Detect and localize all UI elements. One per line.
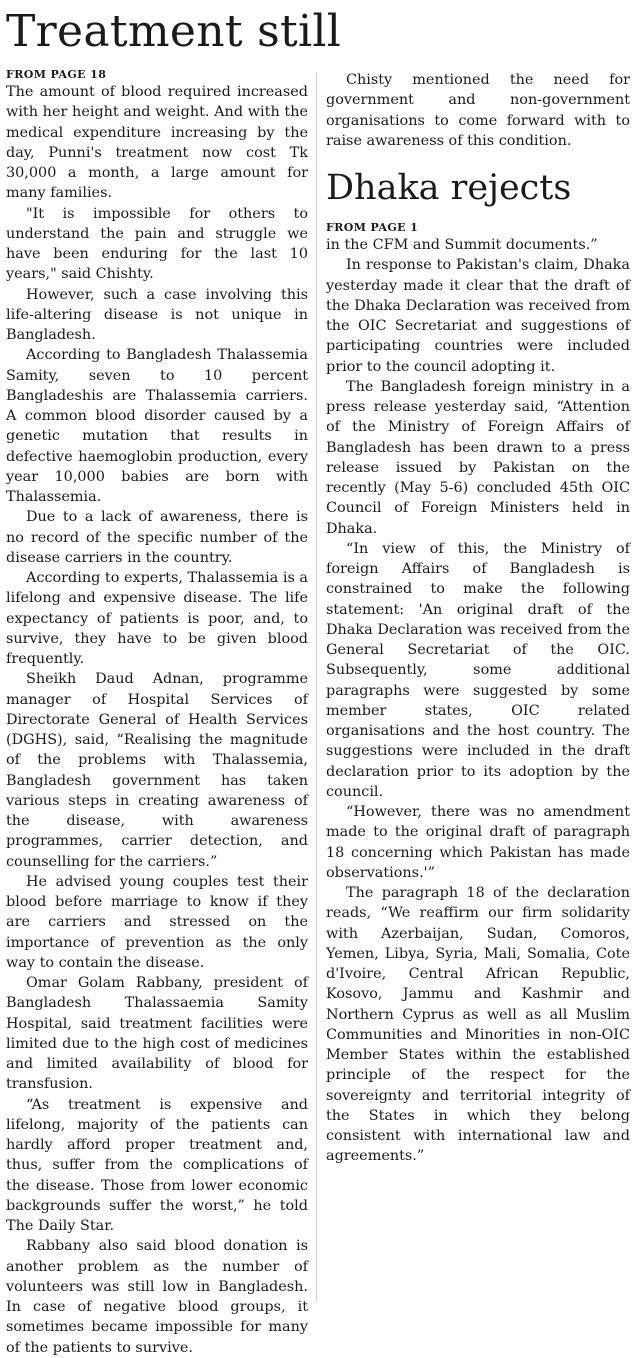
paragraph: In response to Pakistan's claim, Dhaka yesterday made it clear that the draft of the Dhaka Declaration was received from the OIC Secretariat and suggestions of participating countries were included prior to the council adopting it.	[326, 257, 630, 375]
story-continuations	[326, 70, 630, 1167]
article-body-continued	[326, 70, 630, 151]
paragraph: He advised young couples test their blood before marriage to know if they are carriers and stressed on the importance of prevention as the only way to contain the disease.	[6, 873, 308, 971]
column-divider	[316, 72, 317, 1302]
jump-line-from-page-1: FROM PAGE 1	[326, 221, 419, 234]
paragraph: According to Bangladesh Thalassemia Samity, seven to 10 percent Bangladeshis are Thalassemia carriers. A common blood disorder caused by a genetic mutation that results in defective haemoglobin production, every year 10,000 babies are born with Thalassemia.	[6, 347, 308, 505]
paragraph: According to experts, Thalassemia is a lifelong and expensive disease. The life expectancy of patients is poor, and, to survive, they have to be given blood frequently.	[6, 570, 308, 667]
paragraph: The Bangladesh foreign ministry in a press release yesterday said, “Attention of the Ministry of Foreign Affairs of Bangladesh has been drawn to a press release issued by Pakistan on the recently (May 5-6) concluded 45th OIC Council of Foreign Ministers held in Dhaka.	[326, 378, 630, 537]
paragraph: Chisty mentioned the need for government and non-government organisations to come forward with to raise awareness of this condition.	[326, 72, 630, 149]
story-treatment-still	[6, 0, 342, 1358]
headline-dhaka-rejects: Dhaka rejects	[326, 168, 572, 208]
headline-treatment-still: Treatment still	[6, 6, 342, 57]
paragraph: Due to a lack of awareness, there is no record of the specific number of the disease carriers in the country.	[6, 509, 308, 566]
paragraph: Sheikh Daud Adnan, programme manager of Hospital Services of Directorate General of Health Services (DGHS), said, “Realising the magnitude of the problems with Thalassemia, Bangladesh government has taken various steps in creating awareness of the disease, with awareness programmes, carrier detection, and counselling for the carriers.”	[6, 671, 308, 870]
article-body	[326, 235, 630, 1167]
paragraph: Rabbany also said blood donation is another problem as the number of volunteers was still low in Bangladesh. In case of negative blood groups, it sometimes became impossible for many of the patients to survive.	[6, 1238, 308, 1356]
paragraph: Omar Golam Rabbany, president of Bangladesh Thalassaemia Samity Hospital, said treatment facilities were limited due to the high cost of medicines and limited availability of blood for transfusion.	[6, 975, 308, 1093]
paragraph: The paragraph 18 of the declaration reads, “We reaffirm our firm solidarity with Azerbaijan, Sudan, Comoros, Yemen, Libya, Syria, Mali, Somalia, Cote d'Ivoire, Central African Republic, Kosovo, Jammu and Kashmir and Northern Cyprus as well as all Muslim Communities and Minorities in non-OIC Member States within the established principle of the respect for the sovereignty and territorial integrity of the States in which they belong consistent with international law and agreements.”	[326, 885, 630, 1165]
paragraph: “As treatment is expensive and lifelong, majority of the patients can hardly afford proper treatment and, thus, suffer from the complications of the disease. Those from lower economic backgrounds suffer the worst,” he told The Daily Star.	[6, 1096, 308, 1234]
paragraph: The amount of blood required increased with her height and weight. And with the medical expenditure increasing by the day, Punni's treatment now cost Tk 30,000 a month, a large amount for many families.	[6, 84, 308, 202]
paragraph: “In view of this, the Ministry of foreign Affairs of Bangladesh is constrained to make the following statement: 'An original draft of the Dhaka Declaration was received from the General Secretariat of the OIC. Subsequently, some additional paragraphs were suggested by some member states, OIC related organisations and the host country. The suggestions were included in the draft declaration prior to its adoption by the council.	[326, 540, 630, 800]
paragraph: "It is impossible for others to understand the pain and struggle we have been enduring for the last 10 years," said Chishty.	[6, 205, 308, 283]
jump-line-from-page-18: FROM PAGE 18	[6, 68, 107, 81]
article-body	[6, 82, 308, 1358]
paragraph: “However, there was no amendment made to the original draft of paragraph 18 concerning which Pakistan has made observations.'”	[326, 804, 630, 881]
paragraph: However, such a case involving this life-altering disease is not unique in Bangladesh.	[6, 286, 308, 343]
paragraph: in the CFM and Summit documents.”	[326, 237, 598, 253]
